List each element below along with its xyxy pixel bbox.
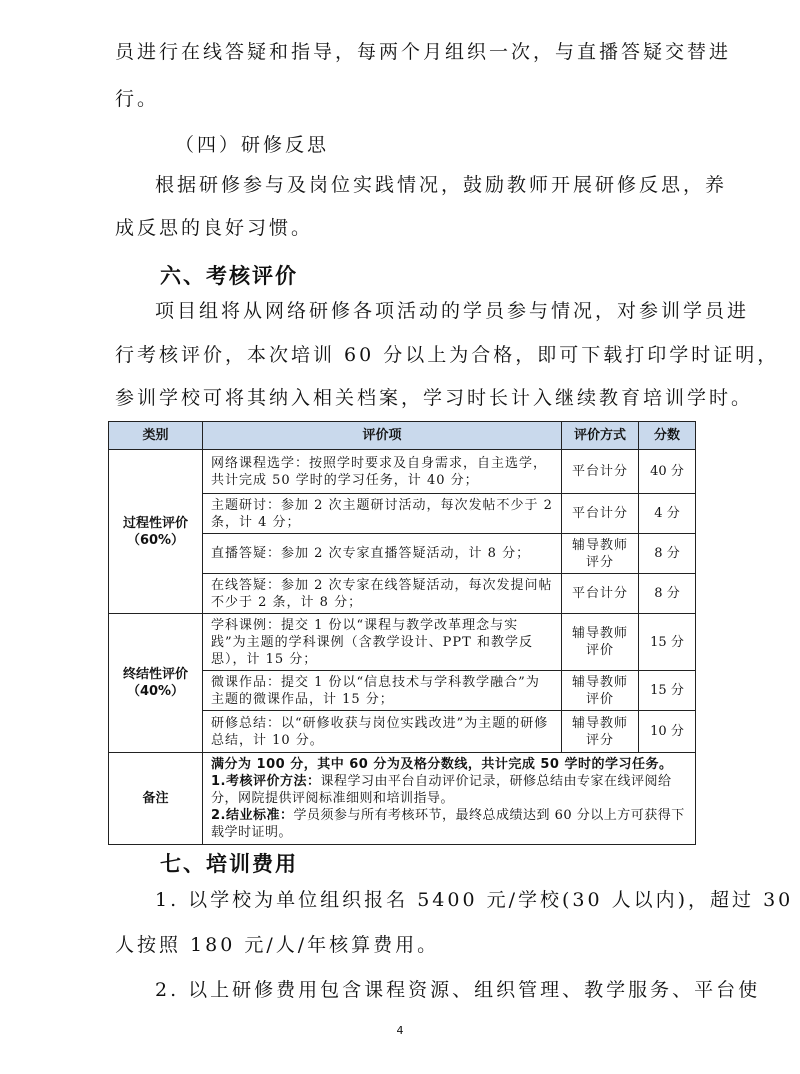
paragraph-line: 2. 以上研修费用包含课程资源、组织管理、教学服务、平台使 <box>155 979 761 1001</box>
header-category: 类别 <box>109 422 203 450</box>
header-item: 评价项 <box>203 422 562 450</box>
method-cell: 辅导教师评分 <box>562 711 639 753</box>
page-number: 4 <box>396 1024 404 1037</box>
section-heading: 七、培训费用 <box>160 852 298 876</box>
header-score: 分数 <box>639 422 696 450</box>
method-cell: 辅导教师评分 <box>562 534 639 574</box>
table-row <box>109 450 696 494</box>
category-final: 终结性评价 （40%） <box>109 614 203 753</box>
header-method: 评价方式 <box>562 422 639 450</box>
method-cell: 平台计分 <box>562 494 639 534</box>
table-row <box>109 614 696 671</box>
paragraph-line: 行考核评价，本次培训 60 分以上为合格，即可下载打印学时证明， <box>115 344 780 366</box>
notes-standard: 2.结业标准：学员须参与所有考核环节，最终总成绩达到 60 分以上方可获得下载学时证明。 <box>211 808 685 840</box>
paragraph-line: 项目组将从网络研修各项活动的学员参与情况，对参训学员进 <box>155 300 750 322</box>
item-cell: 在线答疑：参加 2 次专家在线答疑活动，每次发提问帖不少于 2 条，计 8 分； <box>203 574 562 614</box>
paragraph-line: 行。 <box>115 88 160 110</box>
paragraph-line: 1. 以学校为单位组织报名 5400 元/学校(30 人以内)，超过 30 <box>155 889 794 911</box>
item-cell: 网络课程选学：按照学时要求及自身需求，自主选学，共计完成 50 学时的学习任务，计 40 分； <box>203 450 562 494</box>
method-cell: 平台计分 <box>562 574 639 614</box>
score-cell: 8 分 <box>639 574 696 614</box>
paragraph-line: 员进行在线答疑和指导，每两个月组织一次，与直播答疑交替进 <box>115 41 732 63</box>
category-notes: 备注 <box>109 753 203 845</box>
section-heading: 六、考核评价 <box>160 264 298 288</box>
item-cell: 主题研讨：参加 2 次主题研讨活动，每次发帖不少于 2 条，计 4 分； <box>203 494 562 534</box>
notes-method: 1.考核评价方法：课程学习由平台自动评价记录，研修总结由专家在线评阅给分，网院提供评阅标准细则和培训指导。 <box>211 774 672 806</box>
item-cell: 直播答疑：参加 2 次专家直播答疑活动，计 8 分； <box>203 534 562 574</box>
score-cell: 10 分 <box>639 711 696 753</box>
method-cell: 辅导教师评价 <box>562 671 639 711</box>
paragraph-line: 根据研修参与及岗位实践情况，鼓励教师开展研修反思，养 <box>155 174 728 196</box>
paragraph-line: 参训学校可将其纳入相关档案，学习时长计入继续教育培训学时。 <box>115 387 754 409</box>
score-cell: 15 分 <box>639 614 696 671</box>
paragraph-line: 成反思的良好习惯。 <box>115 217 314 239</box>
method-cell: 辅导教师评价 <box>562 614 639 671</box>
score-cell: 40 分 <box>639 450 696 494</box>
table-header-row <box>109 422 696 450</box>
item-cell: 微课作品：提交 1 份以“信息技术与学科教学融合”为主题的微课作品，计 15 分； <box>203 671 562 711</box>
subsection-title: （四）研修反思 <box>175 134 330 156</box>
table-row <box>109 753 696 845</box>
category-process: 过程性评价 （60%） <box>109 450 203 614</box>
score-cell: 15 分 <box>639 671 696 711</box>
method-cell: 平台计分 <box>562 450 639 494</box>
assessment-table <box>108 421 696 845</box>
paragraph-line: 人按照 180 元/人/年核算费用。 <box>115 934 440 956</box>
notes-cell <box>203 753 696 845</box>
item-cell: 研修总结：以“研修收获与岗位实践改进”为主题的研修总结，计 10 分。 <box>203 711 562 753</box>
score-cell: 8 分 <box>639 534 696 574</box>
score-cell: 4 分 <box>639 494 696 534</box>
notes-summary: 满分为 100 分，其中 60 分为及格分数线，共计完成 50 学时的学习任务。 <box>211 757 673 772</box>
item-cell: 学科课例：提交 1 份以“课程与教学改革理念与实践”为主题的学科课例（含教学设计、PPT 和教学反思），计 15 分； <box>203 614 562 671</box>
